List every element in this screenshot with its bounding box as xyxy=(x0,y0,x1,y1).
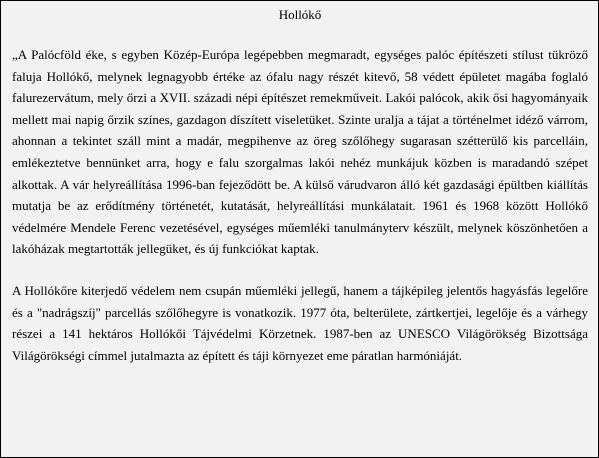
text-box-content xyxy=(12,7,588,366)
paragraph-2: A Hollókőre kiterjedő védelem nem csupán műemléki jellegű, hanem a tájképileg jelentős hagyásfás legelőre és a "nadrágszíj" parcellás szőlőhegyre is vonatkozik. 1977 óta, belterülete, zártkertjei, legelője és a várhegy részei a 141 hektáros Hollókői Tájvédelmi Körzetnek. 1987-ben az UNESCO Világörökség Bizottsága Világörökségi címmel jutalmazta az épített és táji környezet eme páratlan harmóniáját. xyxy=(12,282,588,363)
paragraph-1: „A Palócföld éke, s egyben Közép-Európa legépebben megmaradt, egységes palóc építészeti stílust tükröző faluja Hollókő, melynek legnagyobb értéke az ófalu nagy részét kitevő, 58 védett épületet magába foglaló falurezervátum, mely őrzi a XVII. századi népi építészet remekműveit. Lakói palócok, akik ősi hagyományaik mellett mai napig őrzik színes, gazdagon díszített viseletüket. Szinte uralja a tájat a történelmet idéző várrom, ahonnan a tekintet száll mint a madár, megpihenve az öreg szőlőhegy sugarasan szétterülő kis parcelláin, emlékeztetve bennünket arra, hogy e falu szorgalmas lakói nehéz munkájuk közben is maradandó szépet alkottak. A vár helyreállítása 1996-ban fejeződött be. A külső várudvaron álló két gazdasági épültben kiállítás mutatja be az erődítmény történetét, kutatását, helyreállítási munkálatait. 1961 és 1968 között Hollókő védelmére Mendele Ferenc vezetésével, egységes műemléki tanulmányterv készült, melynek köszönhetően a lakóházak megtartották jellegüket, és új funkciókat kaptak. xyxy=(12,47,588,257)
document-title: Hollókő xyxy=(278,7,322,22)
